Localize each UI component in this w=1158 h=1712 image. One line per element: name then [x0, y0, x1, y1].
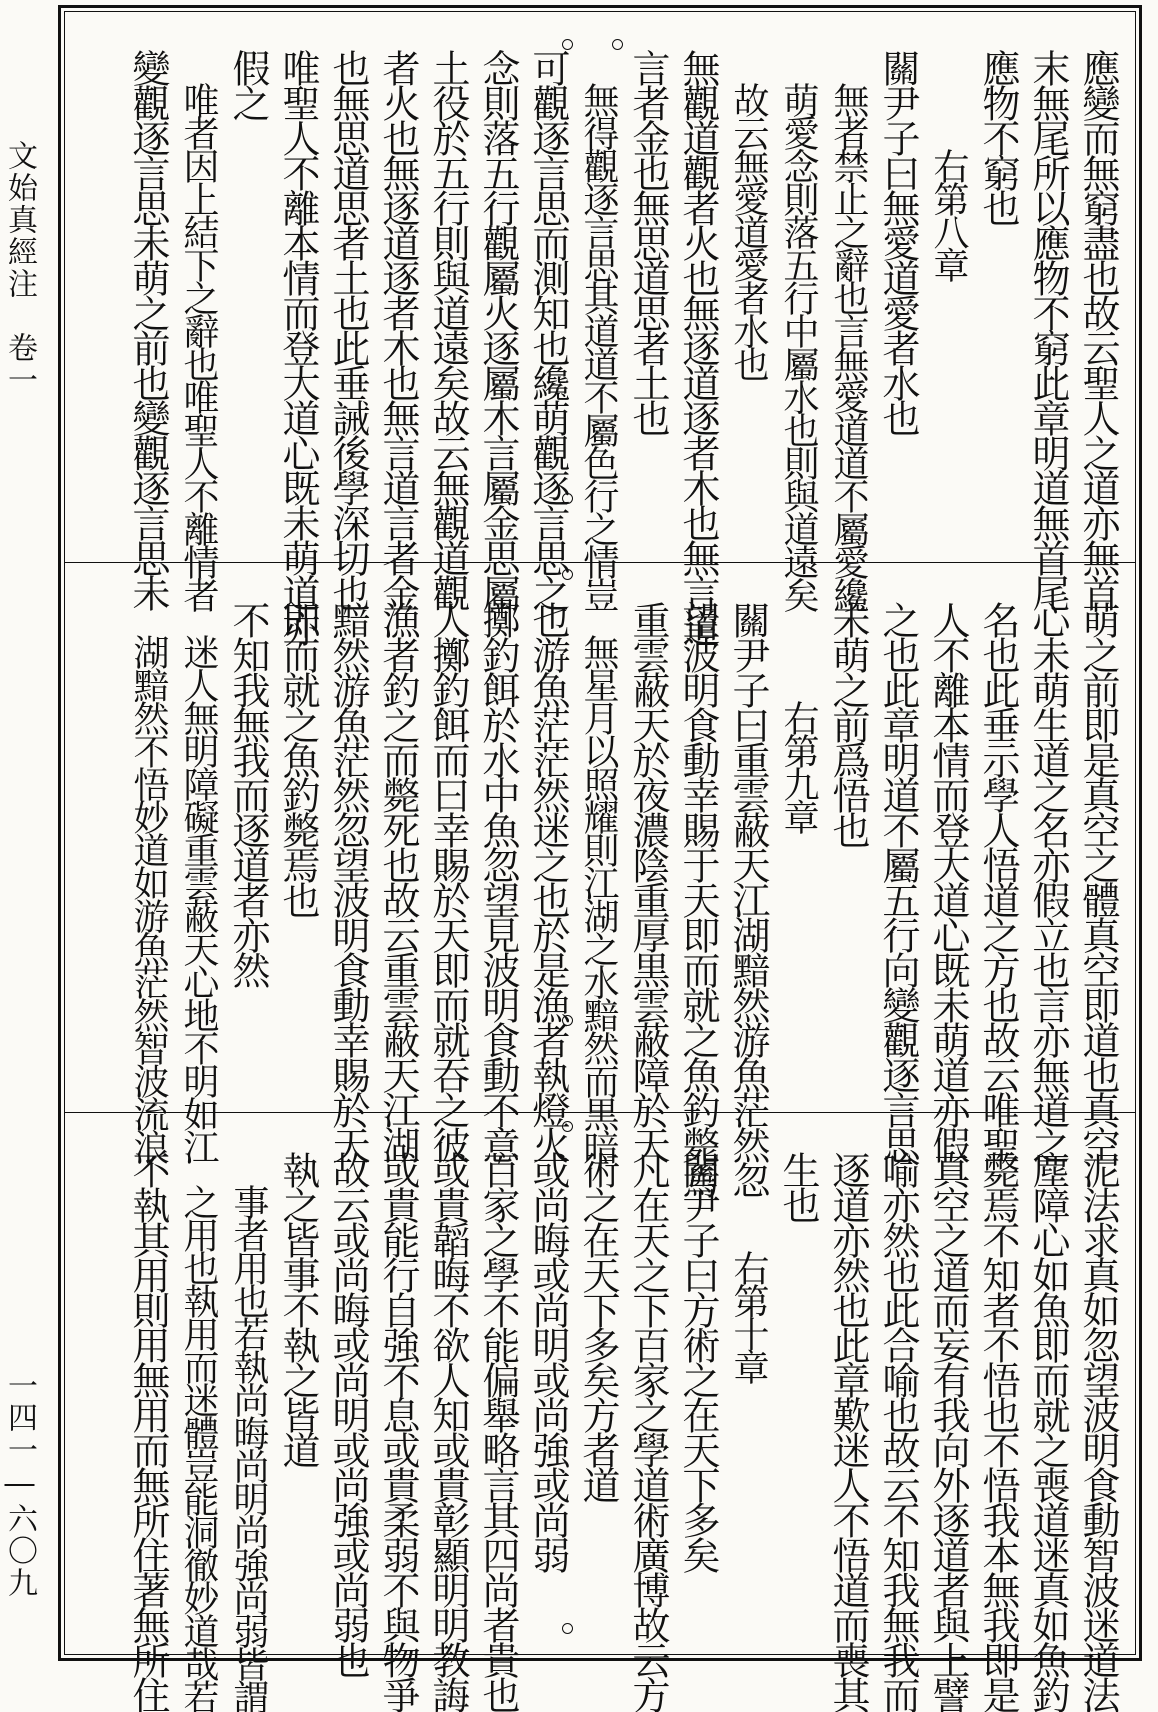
text-column: 萌愛念則落五行中屬水也則與道遠矣 — [778, 49, 819, 610]
text-column: 泥法求真如忽望波明食動智波迷道法 — [1076, 1151, 1120, 1711]
text-column: 重雲蔽天於夜濃陰重厚黒雲蔽障於天 — [626, 601, 670, 1161]
text-column: 可觀逐言思而測知也纔萌觀逐言思之 — [526, 49, 570, 609]
punctuation-circle-mark — [562, 39, 573, 50]
text-column: 或貴能行自強不息或貴柔弱不與物爭 — [376, 1151, 420, 1711]
text-column: 百家之學不能偏舉略言其四尚者貴也 — [476, 1151, 520, 1711]
text-column: 即而就之魚釣斃焉也 — [276, 601, 320, 916]
text-column: 言者金也無思道思者土也 — [626, 49, 670, 434]
text-column: 之也此章明道不屬五行向變觀逐言思 — [876, 601, 920, 1161]
punctuation-circle-mark — [562, 1015, 573, 1026]
text-column: 右第八章 — [928, 49, 969, 280]
text-column: 凡在天之下百家之學道術廣博故云方 — [626, 1151, 670, 1711]
text-column: 土役於五行則與道遠矣故云無觀道觀 — [426, 49, 470, 609]
text-column: 萌之前即是真空之體真空即道也真空 — [1076, 601, 1120, 1161]
text-column: 關尹子曰重雲蔽天江湖黯然游魚茫然忽 — [726, 601, 770, 1196]
text-column: 斃焉不知者不悟也不悟我本無我即是 — [976, 1151, 1020, 1711]
text-column: 喻亦然也此合喻也故云不知我無我而 — [876, 1151, 920, 1711]
punctuation-circle-mark — [562, 569, 573, 580]
text-column: 也無思道思者土也此垂誡後學深切也 — [326, 49, 370, 609]
text-column: 望波明食動幸賜于天即而就之魚釣斃焉 — [676, 601, 720, 1196]
page-margin-title: 文始真經注 卷一 — [2, 140, 37, 396]
text-column: 假之 — [226, 49, 270, 119]
text-column: 未萌之前爲悟也 — [826, 601, 870, 846]
text-column: 事者用也若執尚晦尚明尚強尚弱皆謂 — [228, 1151, 269, 1712]
punctuation-circle-mark — [562, 493, 573, 504]
text-column: 名也此垂示學人悟道之方也故云唯聖 — [976, 601, 1020, 1161]
text-column: 末無尾所以應物不窮此章明道無首尾 — [1026, 49, 1070, 609]
punctuation-circle-mark — [562, 1121, 573, 1132]
text-column: 擲釣餌於水中魚忽望見波明食動不意 — [476, 601, 520, 1161]
text-column: 漁者釣之而斃死也故云重雲蔽天江湖 — [376, 601, 420, 1161]
text-column: 無星月以照耀則江湖之水黯然而黒暗 — [578, 601, 619, 1162]
text-column: 唯聖人不離本情而登大道心既未萌道亦 — [276, 49, 320, 644]
text-column: 或尚晦或尚明或尚強或尚弱 — [526, 1151, 570, 1571]
text-column: 執之皆事不執之皆道 — [276, 1151, 320, 1466]
text-column: 右第十章 — [728, 1151, 769, 1382]
text-column: 不知我無我而逐道者亦然 — [226, 601, 270, 986]
punctuation-circle-mark — [612, 39, 623, 50]
text-column: 念則落五行觀屬火逐屬木言屬金思屬 — [476, 49, 520, 609]
text-column: 無觀道觀者火也無逐道逐者木也無言道 — [676, 49, 720, 644]
text-column: 術之在天下多矣方者道 — [576, 1151, 620, 1501]
register-bottom — [64, 1112, 1136, 1712]
text-column: 生也 — [776, 1151, 820, 1221]
register-top — [64, 11, 1136, 644]
text-column: 故云或尚晦或尚明或尚強或尚弱也 — [326, 1151, 370, 1676]
punctuation-circle-mark — [562, 1623, 573, 1634]
text-column: 之用也執用而迷體豈能洞徹妙道哉若 — [178, 1151, 219, 1712]
text-column: 變觀逐言思未萌之前也變觀逐言思未 — [126, 49, 170, 609]
text-column: 或貴韜晦不欲人知或貴彰顯明明教誨 — [426, 1151, 470, 1711]
text-column: 人不離本情而登大道心既未萌道亦假 — [926, 601, 970, 1161]
text-column: 右第九章 — [778, 601, 819, 832]
text-column: 心未萌生道之名亦假立也言亦無道之 — [1026, 601, 1070, 1161]
text-column: 應物不窮也 — [976, 49, 1020, 224]
text-column: 不執其用則用無用而無所住著無所住 — [126, 1151, 170, 1711]
text-column: 關尹子曰無愛道愛者水也 — [876, 49, 920, 434]
text-column: 黯然游魚茫然忽望波明食動幸賜於天 — [326, 601, 370, 1161]
text-column: 也游魚茫茫然迷之也於是漁者執燈火 — [526, 601, 570, 1161]
text-column: 關尹子曰方術之在天下多矣 — [676, 1151, 720, 1571]
text-column: 人擲釣餌而曰幸賜於天即而就吞之彼 — [426, 601, 470, 1161]
text-column: 無者禁止之辭也言無愛道道不屬愛纔 — [828, 49, 869, 610]
text-column: 無得觀逐言思其道道不屬色行之情豈 — [578, 49, 619, 610]
page-margin-number: 一四一―六〇九 — [2, 1370, 37, 1599]
text-column: 應變而無窮盡也故云聖人之道亦無首 — [1076, 49, 1120, 609]
text-column: 唯者因上結下之辭也唯聖人不離情者 — [178, 49, 219, 610]
text-column: 者火也無逐道逐者木也無言道言者金 — [376, 49, 420, 609]
text-column: 迷人無明障礙重雲蔽天心地不明如江 — [178, 601, 219, 1162]
text-column: 真空之道而妄有我向外逐道者與上譬 — [926, 1151, 970, 1711]
text-column: 湖黯然不悟妙道如游魚茫然智波流浪 — [128, 601, 169, 1162]
text-column: 塵障心如魚即而就之喪道迷真如魚釣 — [1026, 1151, 1070, 1711]
text-column: 逐道亦然也此章歎迷人不悟道而喪其 — [826, 1151, 870, 1711]
text-column: 故云無愛道愛者水也 — [728, 49, 769, 379]
